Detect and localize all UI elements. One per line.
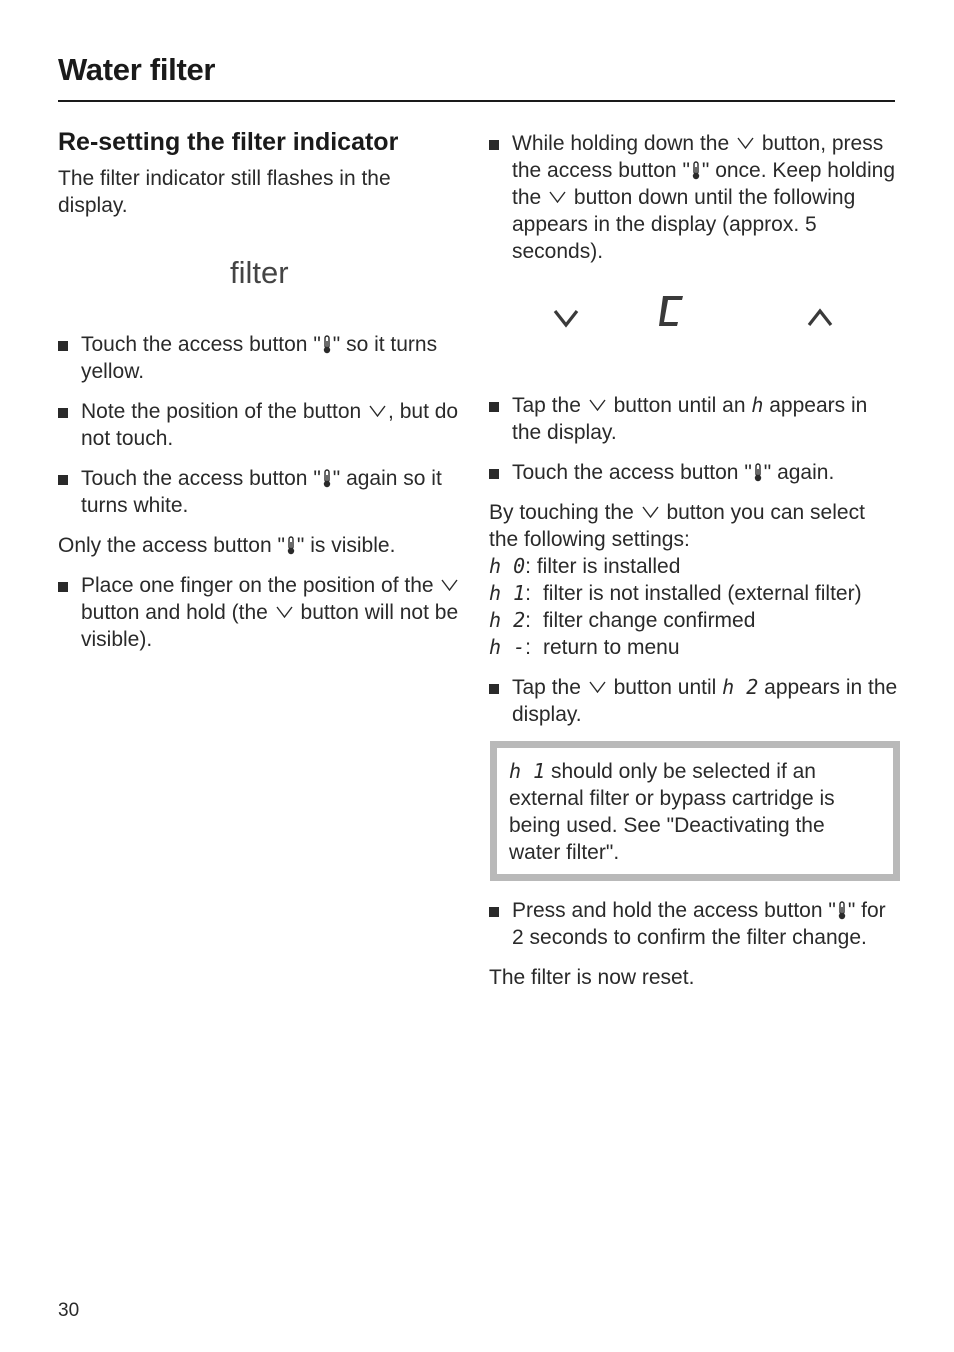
note-box: [490, 741, 900, 881]
bullet-square-icon: [489, 140, 499, 150]
title-divider: [58, 100, 895, 102]
chevron-down-icon: [737, 137, 754, 149]
bullet-square-icon: [489, 402, 499, 412]
display-code: h 2: [722, 675, 759, 699]
thermometer-icon: [753, 463, 763, 482]
bullet-square-icon: [58, 475, 68, 485]
note-text: should only be selected if an external filter or bypass cartridge is being used. See "Deactivating the water filter".: [509, 760, 835, 864]
bullet-square-icon: [489, 684, 499, 694]
display-filter-text: filter: [230, 255, 289, 290]
display-char-c: [655, 294, 687, 330]
chevron-down-icon: [369, 405, 386, 417]
setting-item: h -: return to menu: [489, 635, 680, 659]
list-item: Tap the button until h 2 appears in the display.: [489, 674, 899, 728]
list-item: Touch the access button " " again so it turns white.: [58, 465, 463, 519]
list-item: Tap the button until an h appears in the display.: [489, 392, 899, 446]
settings-intro: By touching the button you can select the following settings:: [489, 501, 865, 551]
list-item: Touch the access button " " so it turns yellow.: [58, 331, 463, 385]
thermometer-icon: [322, 469, 332, 488]
left-column: [58, 118, 463, 666]
display-code: h: [751, 393, 764, 417]
right-column: [489, 118, 899, 1004]
list-item: Touch the access button " " again.: [489, 459, 899, 486]
bullet-square-icon: [489, 907, 499, 917]
chevron-down-icon: [642, 506, 659, 518]
display-code: h 1: [509, 759, 546, 783]
chevron-down-icon: [441, 579, 458, 591]
bullet-square-icon: [489, 469, 499, 479]
bullet-square-icon: [58, 341, 68, 351]
chevron-down-icon: [589, 681, 606, 693]
chevron-down-icon: [276, 606, 293, 618]
only-visible-text: Only the access button " " is visible.: [58, 534, 396, 557]
list-item: Note the position of the button , but do not touch.: [58, 398, 463, 452]
list-item: While holding down the button, press the access button " " once. Keep holding the button down until the following appears in the display (approx. 5 seconds).: [489, 130, 899, 265]
page-number: 30: [58, 1300, 80, 1321]
outro-text: The filter is now reset.: [489, 966, 695, 989]
setting-item: h 0: filter is installed: [489, 554, 681, 578]
thermometer-icon: [691, 161, 701, 180]
thermometer-icon: [322, 335, 332, 354]
thermometer-icon: [837, 901, 847, 920]
settings-list: [489, 499, 899, 661]
chevron-down-icon: [549, 191, 566, 203]
chevron-down-icon: [589, 399, 606, 411]
setting-item: h 1: filter is not installed (external filter): [489, 581, 862, 605]
intro-text: The filter indicator still flashes in the display.: [58, 167, 391, 217]
section-heading: Re-setting the filter indicator: [58, 128, 399, 156]
setting-item: h 2: filter change confirmed: [489, 608, 756, 632]
chevron-up-icon: [807, 308, 833, 328]
display-indicator-row: [489, 278, 899, 372]
page-title: Water filter: [58, 52, 216, 87]
bullet-square-icon: [58, 408, 68, 418]
list-item: Place one finger on the position of the button and hold (the button will not be visible).: [58, 572, 463, 653]
chevron-down-icon: [553, 308, 579, 328]
thermometer-icon: [286, 536, 296, 555]
bullet-square-icon: [58, 582, 68, 592]
list-item: Press and hold the access button " " for 2 seconds to confirm the filter change.: [489, 897, 899, 951]
